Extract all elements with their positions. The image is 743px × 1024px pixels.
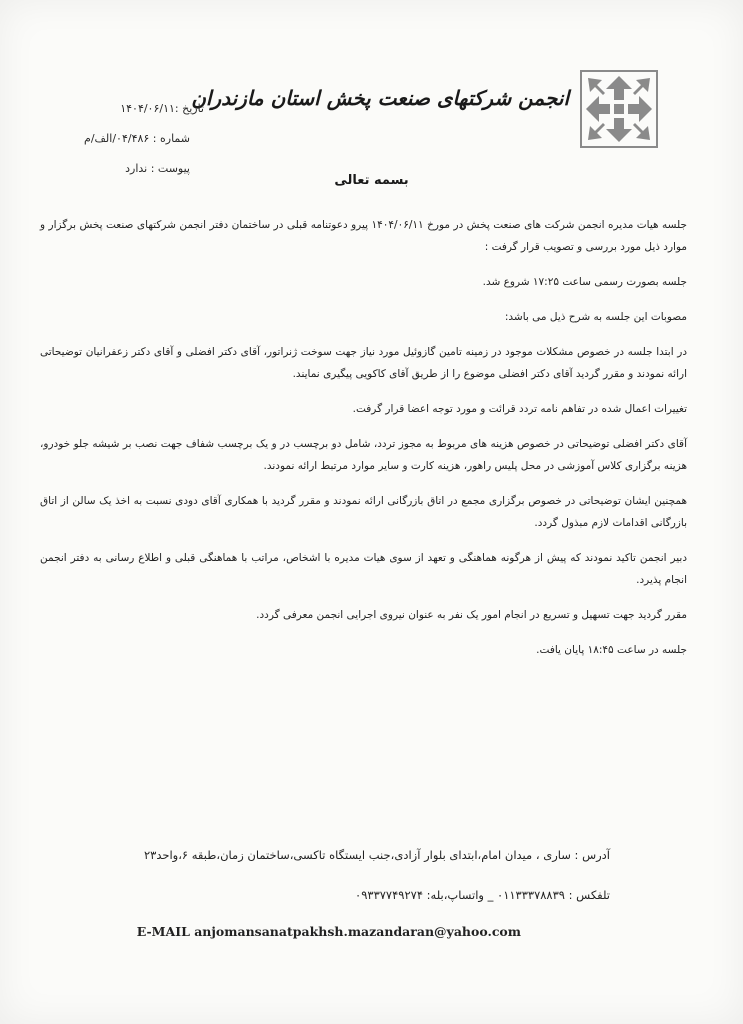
- footer-address: آدرس : ساری ، میدان امام،ابتدای بلوار آزادی،جنب ایستگاه تاکسی،ساختمان زمان،طبقه ۶،واحد۲۳: [143, 848, 610, 862]
- footer-phone: تلفکس : ۰۱۱۳۳۳۷۸۸۳۹ _ واتساپ،بله: ۰۹۳۳۷۷۴۹۲۷۴: [355, 888, 610, 902]
- paragraph-permit-costs: آقای دکتر افضلی توضیحاتی در خصوص هزینه های مربوط به مجوز تردد، شامل دو برچسب در و یک برچسب شفاف جهت نصب بر شیشه جلو خودرو، هزینه برگزاری کلاس آموزشی در محل پلیس راهور، هزینه کارت و سایر موارد مرتبط ارائه نمودند.: [40, 438, 687, 472]
- letter-date: تاریخ :۱۴۰۴/۰۶/۱۱: [120, 102, 204, 115]
- organization-logo-icon: [580, 70, 658, 148]
- paragraph-executive-staff: مقرر گردید جهت تسهیل و تسریع در انجام امور یک نفر به عنوان نیروی اجرایی انجمن معرفی گردد.: [256, 609, 687, 621]
- letter-meta: [74, 94, 204, 184]
- paragraph-resolutions-intro: مصوبات این جلسه به شرح ذیل می باشد:: [504, 311, 687, 323]
- letter-number: شماره : ۰۴/۴۸۶/الف/م: [84, 132, 190, 145]
- paragraph-diesel-supply: در ابتدا جلسه در خصوص مشکلات موجود در زمینه تامین گازوئیل مورد نیاز جهت سوخت ژنراتور، آقای دکتر افضلی و آقای دکتر زعفرانیان توضیحاتی ارائه نمودند و مقرر گردید آقای دکتر افضلی موضوع را از طریق آقای کاکویی پیگیری نمایند.: [40, 346, 687, 380]
- paragraph-end-time: جلسه در ساعت ۱۸:۴۵ پایان یافت.: [536, 644, 687, 656]
- letter-attachment: پیوست : ندارد: [125, 162, 190, 175]
- paragraph-intro: جلسه هیات مدیره انجمن شرکت های صنعت پخش در مورخ ۱۴۰۴/۰۶/۱۱ پیرو دعوتنامه قبلی در ساختمان دفتر انجمن شرکتهای صنعت پخش برگزار و موارد ذیل مورد بررسی و تصویب قرار گرفت :: [40, 219, 687, 253]
- paragraph-start-time: جلسه بصورت رسمی ساعت ۱۷:۲۵ شروع شد.: [482, 276, 687, 288]
- paragraph-traffic-memo: تغییرات اعمال شده در تفاهم نامه تردد قرائت و مورد توجه اعضا قرار گرفت.: [352, 403, 687, 415]
- paragraph-assembly-hall: همچنین ایشان توضیحاتی در خصوص برگزاری مجمع در اتاق بازرگانی ارائه نمودند و مقرر گردید با همکاری آقای دودی نسبت به اخذ یک سالن از اتاق بازرگانی اقدامات لازم مبذول گردد.: [40, 495, 687, 529]
- organization-name: انجمن شرکتهای صنعت پخش استان مازندران: [191, 86, 569, 110]
- letter-heading: بسمه تعالی: [334, 173, 409, 188]
- letter-body: [40, 214, 687, 674]
- paragraph-coordination: دبیر انجمن تاکید نمودند که پیش از هرگونه هماهنگی و تعهد از سوی هیات مدیره با اشخاص، مراتب با هماهنگی قبلی و اطلاع رسانی به دفتر انجمن انجام پذیرد.: [40, 552, 687, 586]
- footer-email: E-MAIL anjomansanatpakhsh.mazandaran@yahoo.com: [136, 924, 521, 939]
